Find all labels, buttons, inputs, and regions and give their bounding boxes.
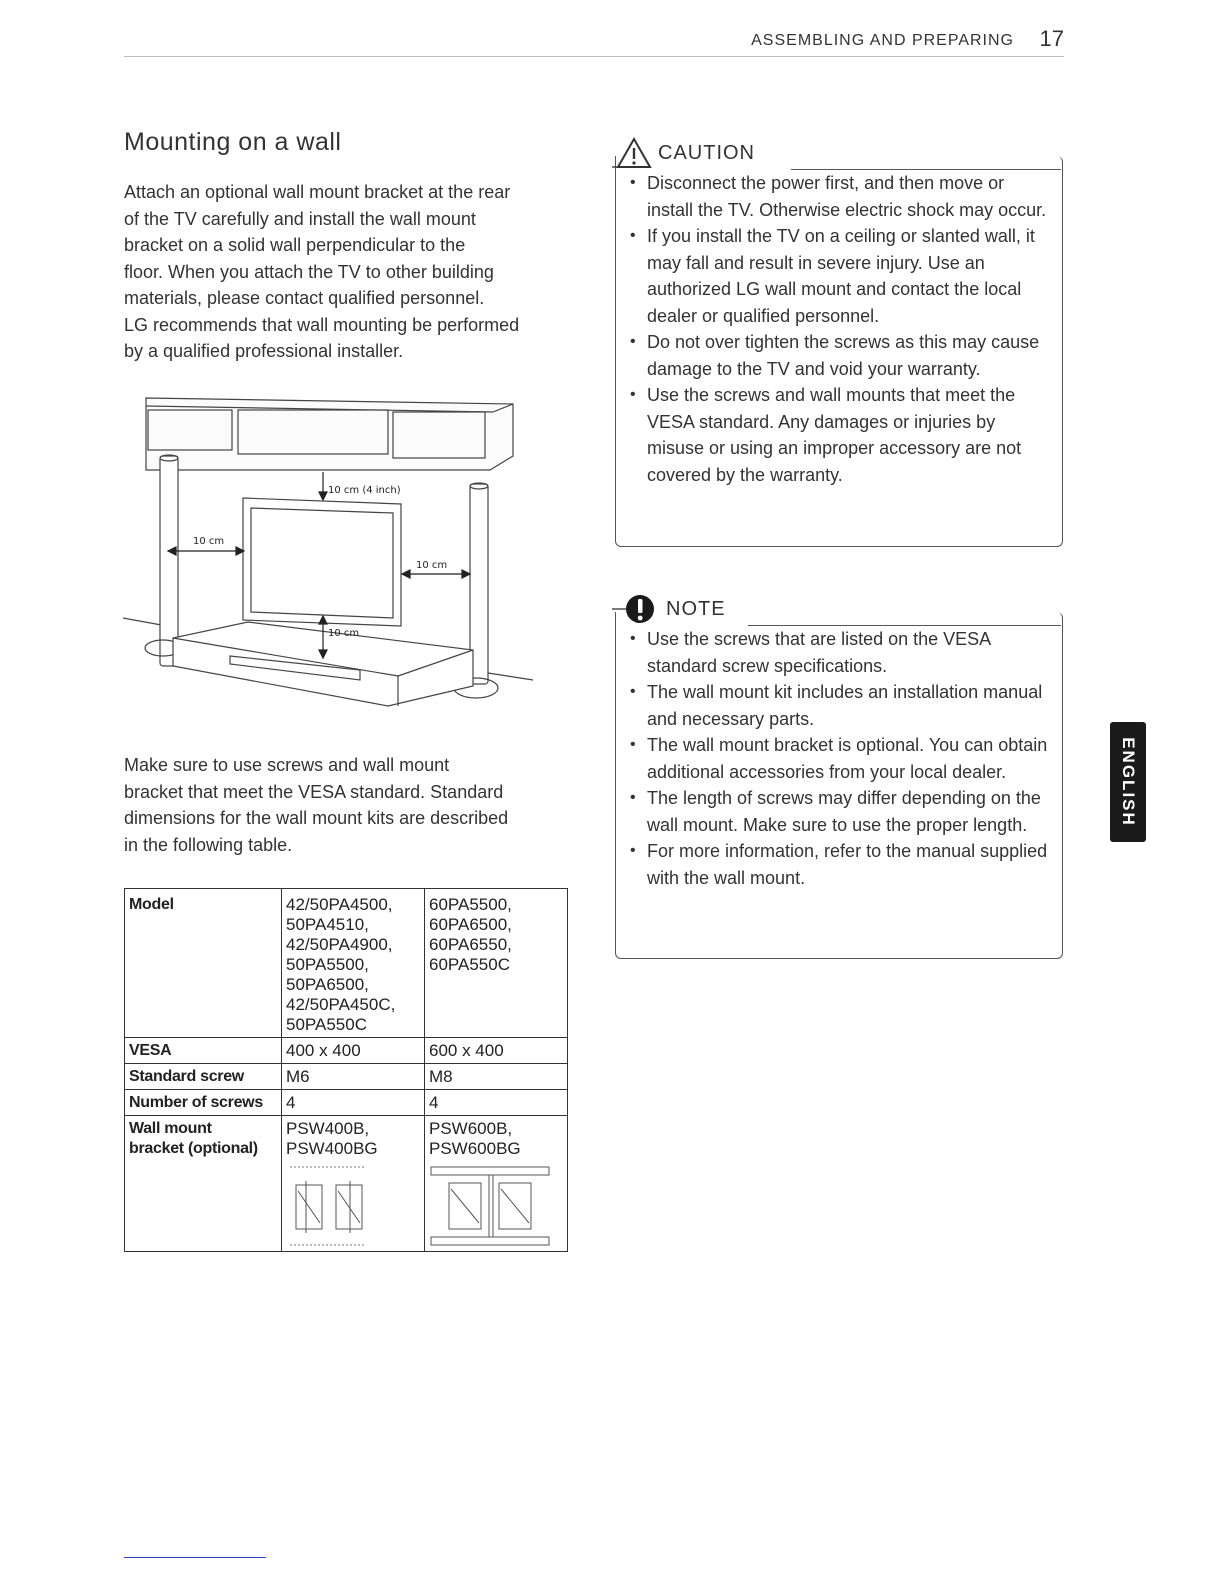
note-item: • The length of screws may differ depending on the wall mount. Make sure to use the proper length.	[630, 785, 1050, 838]
label-right-clearance: 10 cm	[416, 560, 448, 571]
note-list	[630, 626, 1050, 891]
row-header-vesa: VESA	[125, 1038, 282, 1064]
model-name: 50PA550C	[286, 1015, 367, 1034]
row-header-standard-screw: Standard screw	[125, 1064, 282, 1090]
vesa-line: Make sure to use screws and wall mount	[124, 755, 450, 775]
screw-cell: M6	[282, 1064, 425, 1090]
wall-mount-clearance-diagram	[118, 388, 538, 713]
model-name: 42/50PA450C,	[286, 995, 396, 1014]
vesa-line: bracket that meet the VESA standard. Standard	[124, 781, 504, 802]
count-cell: 4	[425, 1090, 568, 1116]
caution-item: • Disconnect the power first, and then move or install the TV. Otherwise electric shock may occur.	[630, 170, 1050, 223]
label-top-clearance: 10 cm (4 inch)	[328, 485, 401, 496]
bracket-400-image	[286, 1163, 386, 1249]
model-name: 50PA4510,	[286, 915, 369, 934]
caution-item: • Use the screws and wall mounts that meet the VESA standard. Any damages or injuries by misuse or using an improper accessory are not covered by the warranty.	[630, 382, 1050, 488]
label-left-clearance: 10 cm	[193, 536, 225, 547]
intro-line: LG recommends that wall mounting be performed	[124, 314, 520, 335]
vesa-line: dimensions for the wall mount kits are described	[124, 808, 509, 828]
note-exclamation-icon	[612, 591, 660, 627]
model-cell	[425, 889, 568, 1038]
page-title: Mounting on a wall	[124, 128, 342, 156]
header-line: bracket (optional)	[129, 1140, 258, 1157]
table-row	[125, 1038, 568, 1064]
row-header-wall-mount-bracket	[125, 1116, 282, 1252]
vesa-cell: 600 x 400	[425, 1038, 568, 1064]
intro-line: floor. When you attach the TV to other building	[124, 261, 494, 282]
note-label: NOTE	[666, 597, 726, 620]
intro-line: Attach an optional wall mount bracket at the rear	[124, 182, 511, 202]
caution-item: • Do not over tighten the screws as this may cause damage to the TV and void your warranty.	[630, 329, 1050, 382]
vesa-line: in the following table.	[124, 834, 293, 855]
caution-item: • If you install the TV on a ceiling or slanted wall, it may fall and result in severe injury. Use an authorized LG wall mount and contact the local dealer or qualified personnel.	[630, 223, 1050, 329]
model-name: 60PA5500,	[429, 895, 512, 914]
intro-paragraph	[124, 179, 574, 365]
warning-triangle-icon	[612, 136, 652, 170]
model-name: 60PA6550,	[429, 935, 512, 954]
note-item: • The wall mount kit includes an installation manual and necessary parts.	[630, 679, 1050, 732]
vesa-cell: 400 x 400	[282, 1038, 425, 1064]
row-header-model: Model	[125, 889, 282, 1038]
caution-box	[615, 141, 1063, 547]
model-name: 60PA6500,	[429, 915, 512, 934]
row-header-number-of-screws: Number of screws	[125, 1090, 282, 1116]
bracket-model: PSW400B,	[286, 1119, 370, 1138]
note-item: • Use the screws that are listed on the VESA standard screw specifications.	[630, 626, 1050, 679]
model-name: 42/50PA4900,	[286, 935, 393, 954]
model-name: 60PA550C	[429, 955, 510, 974]
model-name: 50PA5500,	[286, 955, 369, 974]
note-item: • For more information, refer to the manual supplied with the wall mount.	[630, 838, 1050, 891]
page-number: 17	[1039, 26, 1064, 51]
note-header	[612, 594, 734, 624]
wall-mount-spec-table	[124, 888, 568, 1252]
table-row	[125, 1064, 568, 1090]
count-cell: 4	[282, 1090, 425, 1116]
header-line: Wall mount	[129, 1120, 212, 1137]
section-title: ASSEMBLING AND PREPARING	[751, 32, 1014, 49]
table-row	[125, 1116, 568, 1252]
model-name: 50PA6500,	[286, 975, 369, 994]
model-cell	[282, 889, 425, 1038]
intro-line: materials, please contact qualified personnel.	[124, 288, 485, 308]
model-name: 42/50PA4500,	[286, 895, 393, 914]
intro-line: bracket on a solid wall perpendicular to the	[124, 235, 466, 255]
note-box	[615, 597, 1063, 959]
bracket-model: PSW400BG	[286, 1139, 378, 1158]
language-label: ENGLISH	[1119, 737, 1138, 827]
caution-label: CAUTION	[658, 141, 755, 164]
table-row	[125, 1090, 568, 1116]
page-header	[124, 24, 1064, 57]
note-item: • The wall mount bracket is optional. You can obtain additional accessories from your local dealer.	[630, 732, 1050, 785]
bracket-model: PSW600B,	[429, 1119, 513, 1138]
caution-header	[612, 138, 763, 168]
intro-line: of the TV carefully and install the wall mount	[124, 208, 476, 229]
intro-line: by a qualified professional installer.	[124, 341, 404, 361]
label-bottom-clearance: 10 cm	[328, 628, 360, 639]
bracket-cell	[425, 1116, 568, 1252]
language-tab	[1110, 722, 1146, 842]
screw-cell: M8	[425, 1064, 568, 1090]
footer-rule	[124, 1557, 266, 1558]
table-row	[125, 889, 568, 1038]
vesa-paragraph	[124, 752, 564, 858]
bracket-cell	[282, 1116, 425, 1252]
caution-list	[630, 170, 1050, 488]
bracket-model: PSW600BG	[429, 1139, 521, 1158]
bracket-600-image	[429, 1163, 553, 1249]
